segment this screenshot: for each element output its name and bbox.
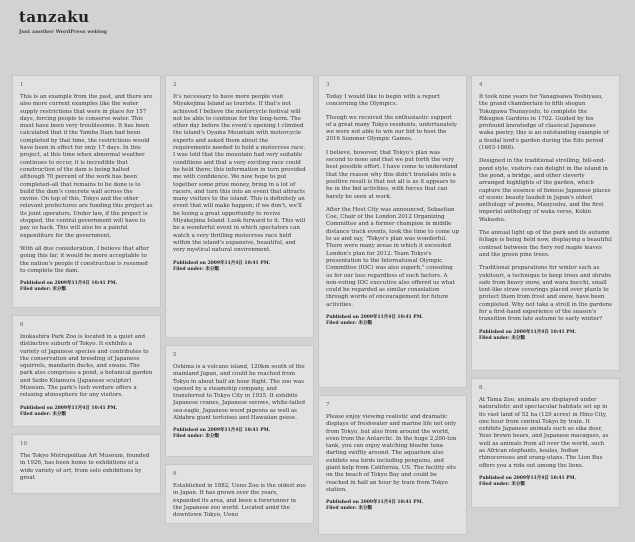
post-card xyxy=(165,464,314,524)
post-paragraph: This is an example from the past, and there are also more current examples like the water supply restrictions that were in place for 157 days, forcing people to conserve water. This must have been very troublesome. It has been calculated that if the Yamba Dam had been completed by that time, the restrictions would have been in effect for only 17 days. In this project, at this time when abnormal weather continues to occur, it is incredible that construction of the dam is being halted although 70 percent of the work has been completed–all that remains to be done is to build the dam's concrete wall across the ravine. On top of this, Tokyo and the other relevant prefectures are funding this project as its joint operators. Under law, if the project is stopped, the central government will have to pay us back. This will also be a painful expenditure for the government. xyxy=(20,94,153,239)
post-card xyxy=(471,378,620,508)
post-meta xyxy=(20,406,153,418)
post-paragraph: It's necessary to have more people visit Miyakejima Island as tourists. If that's not achieved I believe the motorcycle festival will not be able to continue for the long-term. The other day before the event's opening I climbed the island's Oyama Mountain with motorcycle experts and asked them about the requirements needed to hold a motocross race. I was told that the mountain had very suitable conditions and that a very exciting race could be held there; this information in turn provided me with confidence. We now hope to put together some prize money, bring in a lot of racers, and turn this into an event that attracts many visitors to the island. This is definitely an event that will make happen; if we don't, we'll be losing a great opportunity to revive Miyakejima Island. Look forward to it. This will be a wonderful event in which spectators can watch a very thrilling motocross race held within the island's expansive, beautiful, and very mystical natural environment. xyxy=(173,94,306,254)
post-paragraph: Traditional preparations for winter such as yukitsuri, a technique to keep trees and shrubs safe from heavy snow, and wara bocchi, small tent-like straw coverings placed over plants to protect them from frost and snow, have been completed. Why not take a stroll in the gardens for a first-hand experience of the season's transition from late autumn to early winter? xyxy=(479,265,612,323)
post-paragraph: I believe, however, that Tokyo's plan was second to none and that we put forth the very best possible effort. I have come to understand that the reason why this didn't translate into a positive result is that not all is as it appears to be in the bid activities, with forces that can barely be seen at work. xyxy=(326,149,458,200)
post-body xyxy=(173,483,306,519)
post-body xyxy=(173,94,306,255)
post-paragraph: At Tama Zoo, animals are displayed under naturalistic and spectacular habitats set up in its vast land of 52 ha (129 acres) in Hino City, one hour from central Tokyo by train. It exhibits Japanese animals such as sika deer, Yezo brown bears, and Japanese macaques, as well as animals from all over the world, such as African elephants, koalas, Indian rhinoceroses and orang-utans. The Lion Bus offers you a ride out among the lions. xyxy=(479,397,609,469)
published-date: 2009年11月4日 10:41 PM. xyxy=(54,281,118,287)
category-link[interactable]: 未分類 xyxy=(52,287,66,293)
post-card xyxy=(12,75,161,308)
published-label: Published on xyxy=(479,329,514,335)
published-label: Published on xyxy=(20,281,55,287)
category-link[interactable]: 未分類 xyxy=(358,506,372,512)
category-link[interactable]: 未分類 xyxy=(205,266,219,272)
post-meta xyxy=(326,315,459,327)
filed-label: Filed under: xyxy=(20,287,53,293)
published-label: Published on xyxy=(173,428,208,434)
post-card xyxy=(165,345,314,457)
post-card xyxy=(318,395,467,535)
post-meta xyxy=(479,330,612,342)
post-body xyxy=(173,364,306,422)
post-meta xyxy=(173,428,306,440)
post-number[interactable]: 10 xyxy=(20,441,27,447)
post-paragraph: It took nine years for Yanagisawa Yoshiyasu, the grand chamberlain to fifth shogun Tokugawa Tsunayoshi, to complete the Rikugien Gardens in 1702. Guided by his profound knowledge of classical Japanese waka poetry, this is an outstanding example of a feudal lord's garden during the Edo period (1603-1868). xyxy=(479,94,609,152)
published-label: Published on xyxy=(20,405,55,411)
post-number[interactable]: 9 xyxy=(173,471,177,477)
post-paragraph: Oshima is a volcano island, 120km south of the mainland Japan, and could be reached from Tokyo in about half an hour flight. The zoo was opened by a steamship company, and transferred to Tokyo City in 1935. It exhibits Japanese cranes, Japanese serows, white-tailed sea-eagle, Japanese wood pigeons as well as Aldabra giant tortoises and Hawaiian geese. xyxy=(173,364,306,422)
post-body xyxy=(479,94,612,324)
post-paragraph: The Tokyo Metropolitan Art Museum, founded in 1926, has been home to exhibitions of a wide variety of art, from solo exhibitions by great xyxy=(20,453,150,481)
post-paragraph: The annual light up of the park and its autumn foliage is being held now, displaying a beautiful contrast between the fiery red maple leaves and the green pine trees. xyxy=(479,230,612,258)
filed-label: Filed under: xyxy=(20,411,53,417)
post-card xyxy=(165,75,314,338)
category-link[interactable]: 未分類 xyxy=(205,434,219,440)
category-link[interactable]: 未分類 xyxy=(358,321,372,327)
post-meta xyxy=(479,476,612,488)
filed-label: Filed under: xyxy=(479,335,512,341)
site-description: Just another WordPress weblog xyxy=(19,29,107,35)
filed-label: Filed under: xyxy=(326,321,359,327)
post-card xyxy=(12,315,161,427)
published-date: 2009年11月4日 10:41 PM. xyxy=(207,260,271,266)
post-paragraph: Inokashira Park Zoo is located in a quiet and distinctive suburb of Tokyo. It exhibits a variety of Japanese species and contributes to the conservation and breeding of Japanese squirrels, mandarin ducks, and swans. The park also comprises a pond, a botanical garden and Seibo Kitamura (Japanese sculptor) Museum. The park's lush verdure offers a relaxing atmosphere for any visitors. xyxy=(20,334,153,399)
filed-label: Filed under: xyxy=(173,434,206,440)
category-link[interactable]: 未分類 xyxy=(52,411,66,417)
published-date: 2009年11月4日 10:41 PM. xyxy=(54,405,118,411)
post-body xyxy=(20,334,153,400)
post-paragraph: Established in 1882, Ueno Zoo is the oldest zoo in Japan. It has grown over the years, expanded its area, and been a forerunner in the Japanese zoo world. Located amid the downtown Tokyo, Ueno xyxy=(173,483,306,519)
post-paragraph: Please enjoy viewing realistic and dramatic displays of freshwater and marine life not only from Tokyo, but also from around the world, even from the Antarctic. In the huge 2,200-ton tank, you can enjoy watching bluefin tuna darting swiftly around. The aquarium also exhibits sea birds including penguins, and giant kelp from California, US. The facility sits on the beach of Tokyo Bay and could be reached in half an hour by train from Tokyo station. xyxy=(326,414,457,493)
post-number[interactable]: 1 xyxy=(20,82,24,88)
post-body xyxy=(20,453,153,482)
filed-label: Filed under: xyxy=(173,266,206,272)
post-body xyxy=(20,94,153,275)
post-body xyxy=(326,94,459,309)
category-link[interactable]: 未分類 xyxy=(511,335,525,341)
filed-label: Filed under: xyxy=(326,506,359,512)
post-card xyxy=(12,434,161,494)
published-label: Published on xyxy=(326,500,361,506)
post-card xyxy=(471,75,620,371)
published-date: 2009年11月4日 10:41 PM. xyxy=(360,315,424,321)
category-link[interactable]: 未分類 xyxy=(511,481,525,487)
published-label: Published on xyxy=(173,260,208,266)
post-meta xyxy=(173,261,306,273)
post-paragraph: With all due consideration, I believe that after going this far, it would be more acceptable to the nation's people if construction is resumed to complete the dam. xyxy=(20,245,149,274)
post-meta xyxy=(326,500,459,512)
post-number[interactable]: 7 xyxy=(326,402,330,408)
post-paragraph: After the Host City was announced, Sebastian Coe, Chair of the London 2012 Organizing Committee and a former champion in middle distance track events, took the time to come up to us and say, "Tokyo's plan was wonderful. There were many areas in which it exceeded London's plan for 2012. Team Tokyo's presentation to the International Olympic Committee (IOC) was also superb," consoling us for our loss regardless of such factors. A non-voting IOC executive also offered us what could be regarded as similar consolation through words of encouragement for future activities. xyxy=(326,206,459,308)
post-body xyxy=(479,397,612,470)
post-number[interactable]: 2 xyxy=(173,82,177,88)
column-3 xyxy=(318,75,467,542)
site-header xyxy=(19,8,107,35)
post-meta xyxy=(20,281,153,293)
post-number[interactable]: 3 xyxy=(326,82,330,88)
post-number[interactable]: 4 xyxy=(479,82,483,88)
post-number[interactable]: 6 xyxy=(20,322,24,328)
post-paragraph: Designed in the traditional strolling, hill-and-pond style, visitors can delight in the island in the pond, a bridge, and other cleverly arranged highlights of the garden, which capture the essence of famous Japanese places of scenic beauty lauded in Japan's oldest anthology of poems, Manyoshu, and the first imperial anthology of waka verse, Kokin Wakashu. xyxy=(479,158,611,223)
column-4 xyxy=(471,75,620,515)
published-date: 2009年11月4日 10:41 PM. xyxy=(207,428,271,434)
post-number[interactable]: 8 xyxy=(479,385,483,391)
post-number[interactable]: 5 xyxy=(173,352,177,358)
post-card xyxy=(318,75,467,388)
published-label: Published on xyxy=(326,315,361,321)
published-date: 2009年11月4日 10:41 PM. xyxy=(513,329,577,335)
column-1 xyxy=(12,75,161,501)
published-label: Published on xyxy=(479,475,514,481)
published-date: 2009年11月4日 10:41 PM. xyxy=(360,500,424,506)
site-title[interactable]: tanzaku xyxy=(19,8,90,26)
post-body xyxy=(326,414,459,494)
post-paragraph: Today I would like to begin with a report concerning the Olympics. xyxy=(326,94,440,108)
column-2 xyxy=(165,75,314,531)
post-paragraph: Though we received the enthusiastic support of a great many Tokyo residents, unfortunately we were not able to win our bid to host the 2016 Summer Olympic Games. xyxy=(326,114,457,143)
filed-label: Filed under: xyxy=(479,481,512,487)
published-date: 2009年11月4日 10:41 PM. xyxy=(513,475,577,481)
